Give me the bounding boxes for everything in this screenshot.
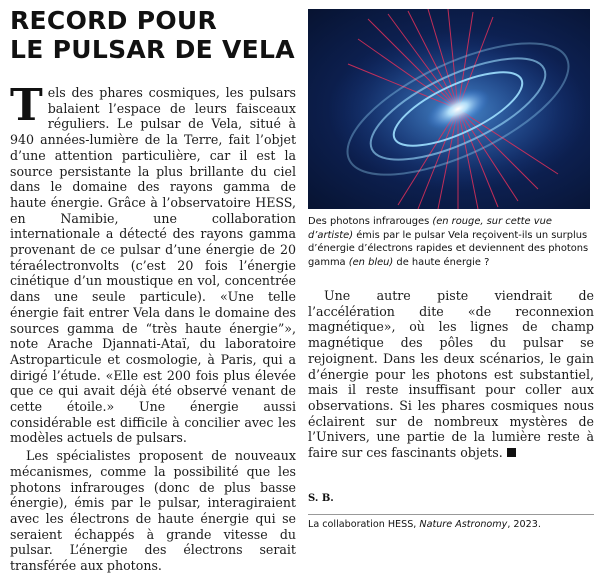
paragraph-1-text: els des phares cosmiques, les pulsars balaient l’espace de leurs faisceaux réguliers. Le pulsar de Vela, situé à 940 années-lumière de la Terre, fait l’objet d’une attention particulière, car il est la source persistante la plus brillante du ciel dans le domaine des rayons gamma de haute énergie. Grâce à l’observatoire HESS, en Namibie, une collaboration internationale a détecté des rayons gamma provenant de ce pulsar d’une énergie de 20 téraélectronvolts (c’est 20 fois l’énergie cinétique d’un moustique en vol, concentrée dans une seule particule). «Une telle énergie fait entrer Vela dans le domaine des sources gamma de “très haute énergie”», note Arache Djannati-Ataï, du laboratoire Astroparticule et cosmologie, à Paris, qui a dirigé l’étude. «Elle est 200 fois plus élevée que ce qui avait déjà été observé venant de cette étoile.» Une énergie aussi considérable est difficile à concilier avec les modèles actuels de pulsars. xyxy=(10,85,296,446)
article-title xyxy=(10,6,295,64)
paragraph-3 xyxy=(308,288,594,461)
left-column xyxy=(10,80,296,574)
figure-caption xyxy=(308,215,596,269)
caption-part-5: de haute énergie ? xyxy=(393,256,490,268)
reference-part-3: , 2023. xyxy=(507,519,541,530)
paragraph-2: Les spécialistes proposent de nouveaux mécanismes, comme la possibilité que les photons infrarouges (donc de plus basse énergie), émis par le pulsar, interagiraient avec les électrons de haute énergie qui se seraient échappés à grande vitesse du pulsar. L’énergie des électrons serait transférée aux photons. xyxy=(10,448,296,574)
drop-cap: T xyxy=(10,80,43,131)
title-line-2: LE PULSAR DE VELA xyxy=(10,35,295,64)
reference-divider xyxy=(308,514,594,515)
author-signature: S. B. xyxy=(308,493,334,504)
caption-part-4: (en bleu) xyxy=(348,256,394,268)
caption-part-2: (en rouge, sur cette vue d’artiste) xyxy=(308,216,552,241)
paragraph-3-text: Une autre piste viendrait de l’accélération dite «de reconnexion magnétique», où les lignes de champ magnétique des pôles du pulsar se rejoignent. Dans les deux scénarios, le gain d’énergie pour les photons est substantiel, mais il reste insuffisant pour coller aux observations. Si les phares cosmiques nous éclairent sur de nombreux mystères de l’Univers, une partie de la lumière reste à faire sur ces fascinants objets. xyxy=(308,288,594,461)
caption-part-1: Des photons infrarouges xyxy=(308,216,433,227)
pulsar-illustration xyxy=(308,9,590,209)
end-mark-icon xyxy=(507,448,516,457)
pulsar-artwork xyxy=(308,9,590,209)
caption-part-3: émis par le pulsar Vela reçoivent-ils un surplus d’énergie d’électrons rapides et deviennent des photons gamma xyxy=(308,229,589,268)
right-column xyxy=(308,288,594,461)
paragraph-1 xyxy=(10,80,296,446)
source-reference xyxy=(308,519,541,530)
title-line-1: RECORD POUR xyxy=(10,6,218,35)
reference-journal: Nature Astronomy xyxy=(419,519,508,530)
reference-part-1: La collaboration HESS, xyxy=(308,519,420,530)
